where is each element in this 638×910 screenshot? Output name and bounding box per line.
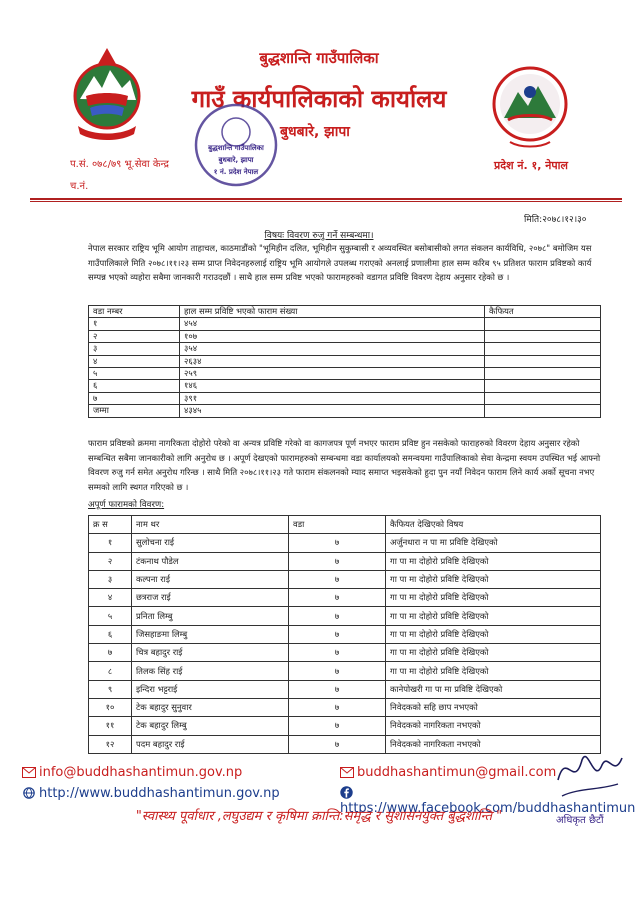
table-cell: १०७ — [180, 330, 485, 342]
table-cell: २६३४ — [180, 355, 485, 367]
table-cell: जम्मा — [89, 405, 180, 417]
table-row — [89, 644, 601, 662]
footer-facebook-text: https://www.facebook.com/buddhashantimun — [340, 801, 636, 816]
mail-icon — [22, 767, 36, 778]
table-cell: १ — [89, 318, 180, 330]
mail-icon — [340, 767, 354, 778]
table-cell: ७ — [289, 607, 386, 625]
table-cell: अर्जुनधारा न पा मा प्रविष्टि देखिएको — [386, 534, 601, 552]
table-row — [89, 380, 601, 392]
office-name: गाउँ कार्यपालिकाको कार्यालय — [191, 85, 447, 113]
column-header: कैफियत देखिएको विषय — [386, 516, 601, 534]
table-cell: पदम बहादुर राई — [132, 735, 289, 753]
table-cell: ७ — [89, 392, 180, 404]
table-cell: ७ — [89, 644, 132, 662]
table-row — [89, 662, 601, 680]
table-cell: गा पा मा दोहोरो प्रविष्टि देखिएको — [386, 589, 601, 607]
office-address: बुधबारे, झापा — [280, 124, 350, 140]
table-cell: गा पा मा दोहोरो प्रविष्टि देखिएको — [386, 552, 601, 570]
column-header: नाम थर — [132, 516, 289, 534]
table-row — [89, 570, 601, 588]
table-cell: २ — [89, 330, 180, 342]
table-cell — [485, 343, 601, 355]
column-header: वडा — [289, 516, 386, 534]
table-row — [89, 318, 601, 330]
table-cell: छत्रराज राई — [132, 589, 289, 607]
table-row — [89, 343, 601, 355]
table-cell: कानेपोखरी गा पा मा प्रविष्टि देखिएको — [386, 680, 601, 698]
dispatch-number: च.नं. — [70, 181, 89, 192]
letter-date: मिति:२०७८।१२।३० — [524, 215, 587, 225]
ward-entry-table — [88, 305, 601, 418]
municipality-name: बुद्धशान्ति गाउँपालिका — [259, 49, 379, 67]
table-cell: ३ — [89, 343, 180, 355]
table-cell: ४ — [89, 589, 132, 607]
table-row — [89, 625, 601, 643]
table-cell: ७ — [289, 570, 386, 588]
table-cell: ७ — [289, 644, 386, 662]
footer-gmail-link[interactable] — [340, 765, 556, 780]
table-cell: ४५४ — [180, 318, 485, 330]
table-cell: गा पा मा दोहोरो प्रविष्टि देखिएको — [386, 662, 601, 680]
incomplete-list-title: अपूर्ण फारामको विवरण: — [88, 500, 165, 510]
table-cell: गा पा मा दोहोरो प्रविष्टि देखिएको — [386, 644, 601, 662]
table-cell: १२ — [89, 735, 132, 753]
table-cell — [485, 318, 601, 330]
table-cell: १० — [89, 698, 132, 716]
table-cell: ११ — [89, 717, 132, 735]
table-cell: टंकनाथ पौडेल — [132, 552, 289, 570]
footer-email-text: info@buddhashantimun.gov.np — [39, 765, 243, 780]
letter-paragraph-2: फाराम प्रविष्टको क्रममा नागरिकता दोहोरो परेको वा अन्यत्र प्रविष्टि गरेको वा कागजपत्र पूर्ण नभएर फाराम प्रविष्ट हुन नसकेको फाराहरुको विवरण देहाय अनुसार रहेको सम्बन्धित सबैमा जानकारीको लागि अनुरोध छ । अपूर्ण देखएको फारामहरुको सम्बन्धमा वडा कार्यालयको समन्वयमा गाउँपालिकाको सेवा केन्द्रमा स्वयम उपस्थित भई आफ्नो विवरण रुजु गर्न समेत अनुरोध गरिन्छ । साथै मिति २०७८।११।२३ गते फाराम संकलनको म्याद समाप्त भइसकेको हुदा पुन नयाँ निवेदन फाराम लिने कार्य अर्को सूचना नभए सम्मको लागि स्थगत गरिएको छ । — [88, 438, 601, 492]
stamp-text-3: १ नं. प्रदेश नेपाल — [213, 168, 259, 176]
table-cell — [485, 392, 601, 404]
table-cell: ३५४ — [180, 343, 485, 355]
table-row — [89, 330, 601, 342]
table-row — [89, 607, 601, 625]
footer-email-link[interactable] — [22, 765, 242, 780]
table-row — [89, 405, 601, 417]
table-cell: ६ — [89, 625, 132, 643]
letter-subject: विषयः विवरण रुजु गर्ने सम्बन्धमा। — [264, 231, 374, 241]
table-cell: निवेदकको नागरिकता नभएको — [386, 735, 601, 753]
table-cell: ७ — [289, 662, 386, 680]
header-divider — [30, 198, 622, 200]
table-row — [89, 368, 601, 380]
province-label: प्रदेश नं. १, नेपाल — [494, 159, 568, 172]
table-cell: ७ — [289, 589, 386, 607]
table-row — [89, 717, 601, 735]
table-cell: चित्र बहादुर राई — [132, 644, 289, 662]
office-stamp — [190, 100, 282, 190]
stamp-text-2: बुधबारे, झापा — [218, 156, 254, 164]
table-cell — [485, 405, 601, 417]
letter-paragraph-1: नेपाल सरकार राष्ट्रिय भूमि आयोग ताहाचल, काठमाडौंको "भूमिहीन दलित, भूमिहीन सुकुम्बासी र अव्यवस्थित बसोबासीको लगत संकलन कार्यविधि, २०७८" बमोजिम यस गाउँपालिकाले मिति २०७८।११।२३ सम्म प्राप्त निवेदनहरुलाई राष्ट्रिय भूमि आयोगले उपलब्ध गराएको अनलाई प्रणालीमा हाल सम्म करिब ९५ प्रतिशत फाराम प्रविष्टको कार्य सम्पन्न भएको व्यहोरा सबैमा जानकारी गराउदछौं । साथै हाल सम्म प्रविष्ट भएको फारामहरुको वडागत प्रविष्टि विवरण देहाय अनुसार रहेको छ । — [88, 243, 592, 283]
table-cell: टेक बहादुर सुनुवार — [132, 698, 289, 716]
globe-link-icon — [22, 787, 36, 799]
table-cell: ८ — [89, 662, 132, 680]
column-header: हाल सम्म प्रविष्टि भएको फाराम संख्या — [180, 306, 485, 318]
table-cell: जिसहाङमा लिम्बु — [132, 625, 289, 643]
table-cell: ७ — [289, 534, 386, 552]
table-row — [89, 589, 601, 607]
table-cell — [485, 330, 601, 342]
table-row — [89, 392, 601, 404]
table-header-row — [89, 306, 601, 318]
reference-number: प.सं. ०७८/७९ भू.सेवा केन्द्र — [70, 159, 169, 170]
table-cell: १४६ — [180, 380, 485, 392]
footer-website-text: http://www.buddhashantimun.gov.np — [39, 786, 280, 801]
table-cell: २५९ — [180, 368, 485, 380]
table-cell: निवेदकको नागरिकता नभएको — [386, 717, 601, 735]
table-cell: गा पा मा दोहोरो प्रविष्टि देखिएको — [386, 607, 601, 625]
footer-slogan: "स्वास्थ्य पूर्वाधार ,लघुउद्यम र कृषिमा क्रान्ति:समृद्ध र सुशासनयुक्त बुद्धशान्ति " — [135, 809, 503, 824]
table-cell: टेक बहादुर लिम्बु — [132, 717, 289, 735]
stamp-text-1: बुद्धशान्ति गाउँपालिका — [208, 144, 264, 152]
table-cell: प्रनिता लिम्बु — [132, 607, 289, 625]
table-cell: गा पा मा दोहोरो प्रविष्टि देखिएको — [386, 570, 601, 588]
table-cell: ५ — [89, 607, 132, 625]
table-row — [89, 552, 601, 570]
municipality-logo-icon — [484, 62, 576, 152]
table-row — [89, 735, 601, 753]
table-cell: ७ — [289, 735, 386, 753]
table-cell: निवेदकको सहि छाप नभएको — [386, 698, 601, 716]
table-cell: २ — [89, 552, 132, 570]
incomplete-forms-table — [88, 515, 601, 754]
table-cell — [485, 368, 601, 380]
header-divider-thin — [30, 201, 622, 202]
table-cell: ३९१ — [180, 392, 485, 404]
table-cell: ४३४५ — [180, 405, 485, 417]
table-cell: ५ — [89, 368, 180, 380]
table-cell: ७ — [289, 625, 386, 643]
table-cell — [485, 355, 601, 367]
facebook-icon — [340, 786, 353, 799]
table-cell: ४ — [89, 355, 180, 367]
table-cell: १ — [89, 534, 132, 552]
footer-gmail-text: buddhashantimun@gmail.com — [357, 765, 557, 780]
table-cell: ७ — [289, 717, 386, 735]
table-cell: ७ — [289, 698, 386, 716]
table-cell: कल्पना राई — [132, 570, 289, 588]
table-row — [89, 680, 601, 698]
table-cell: गा पा मा दोहोरो प्रविष्टि देखिएको — [386, 625, 601, 643]
column-header: वडा नम्बर — [89, 306, 180, 318]
table-cell: सुलोचना राई — [132, 534, 289, 552]
table-row — [89, 534, 601, 552]
table-row — [89, 698, 601, 716]
table-cell: इन्दिरा भट्टराई — [132, 680, 289, 698]
table-cell: ७ — [289, 680, 386, 698]
table-cell — [485, 380, 601, 392]
table-cell: ३ — [89, 570, 132, 588]
column-header: कैफियत — [485, 306, 601, 318]
table-row — [89, 355, 601, 367]
signature-title: अधिकृत छैटौं — [556, 815, 604, 826]
table-cell: ७ — [289, 552, 386, 570]
table-header-row — [89, 516, 601, 534]
column-header: क्र स — [89, 516, 132, 534]
table-cell: तिलक सिंह राई — [132, 662, 289, 680]
footer-website-link[interactable] — [22, 786, 280, 801]
table-cell: ६ — [89, 380, 180, 392]
table-cell: ९ — [89, 680, 132, 698]
